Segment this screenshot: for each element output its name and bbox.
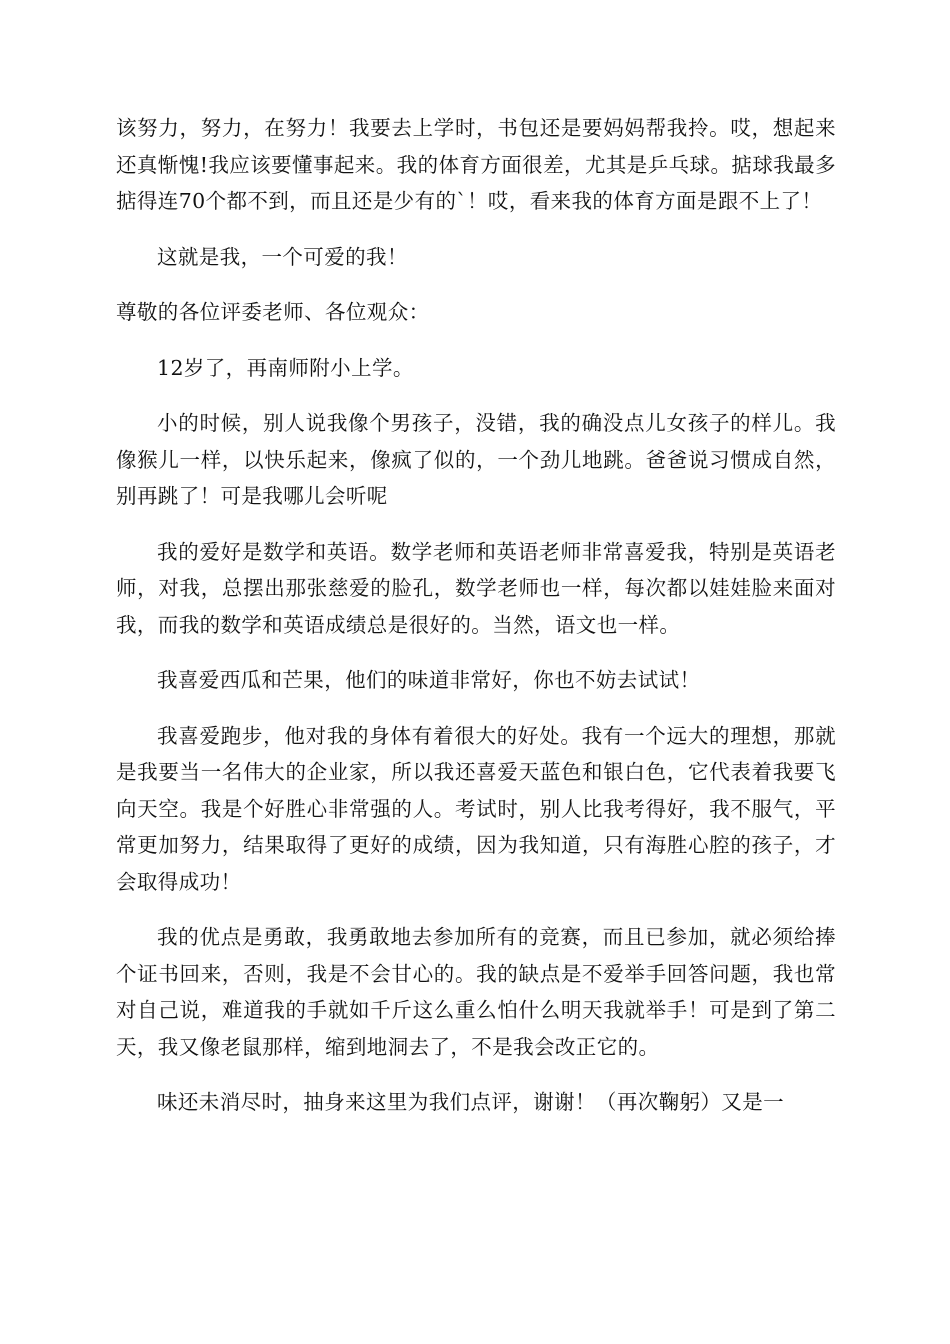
- paragraph-2: 这就是我，一个可爱的我！: [157, 244, 408, 269]
- paragraph-9: 我的优点是勇敢，我勇敢地去参加所有的竞赛，而且已参加，就必须给捧个证书回来，否则，我是不会甘心的。我的缺点是不爱举手回答问题，我也常对自己说，难道我的手就如千斤这么重么怕什么明天我就举手！可是到了第二天，我又像老鼠那样，缩到地洞去了，不是我会改正它的。: [116, 925, 836, 1059]
- paragraph-4: 12岁了，再南师附小上学。: [157, 355, 414, 380]
- paragraph-5: 小的时候，别人说我像个男孩子，没错，我的确没点儿女孩子的样儿。我像猴儿一样，以快乐起来，像疯了似的，一个劲儿地跳。爸爸说习惯成自然，别再跳了！可是我哪儿会听呢: [116, 411, 836, 508]
- paragraph-6: 我的爱好是数学和英语。数学老师和英语老师非常喜爱我，特别是英语老师，对我，总摆出那张慈爱的脸孔，数学老师也一样，每次都以娃娃脸来面对我，而我的数学和英语成绩总是很好的。当然，语文也一样。: [116, 539, 836, 637]
- paragraph-10: 味还未消尽时，抽身来这里为我们点评，谢谢！（再次鞠躬）又是一: [157, 1090, 784, 1114]
- paragraph-1: 该努力，努力，在努力！我要去上学时，书包还是要妈妈帮我拎。哎，想起来还真惭愧!我应该要懂事起来。我的体育方面很差，尤其是乒乓球。掂球我最多掂得连70个都不到，而且还是少有的`！哎，看来我的体育方面是跟不上了！: [116, 116, 836, 213]
- paragraph-3-salutation: 尊敬的各位评委老师、各位观众：: [116, 300, 430, 324]
- document-body: [116, 110, 836, 1140]
- paragraph-7: 我喜爱西瓜和芒果，他们的味道非常好，你也不妨去试试！: [157, 668, 701, 692]
- paragraph-8: 我喜爱跑步，他对我的身体有着很大的好处。我有一个远大的理想，那就是我要当一名伟大的企业家，所以我还喜爱天蓝色和银白色，它代表着我要飞向天空。我是个好胜心非常强的人。考试时，别人比我考得好，我不服气，平常更加努力，结果取得了更好的成绩，因为我知道，只有海胜心腔的孩子，才会取得成功！: [116, 723, 836, 894]
